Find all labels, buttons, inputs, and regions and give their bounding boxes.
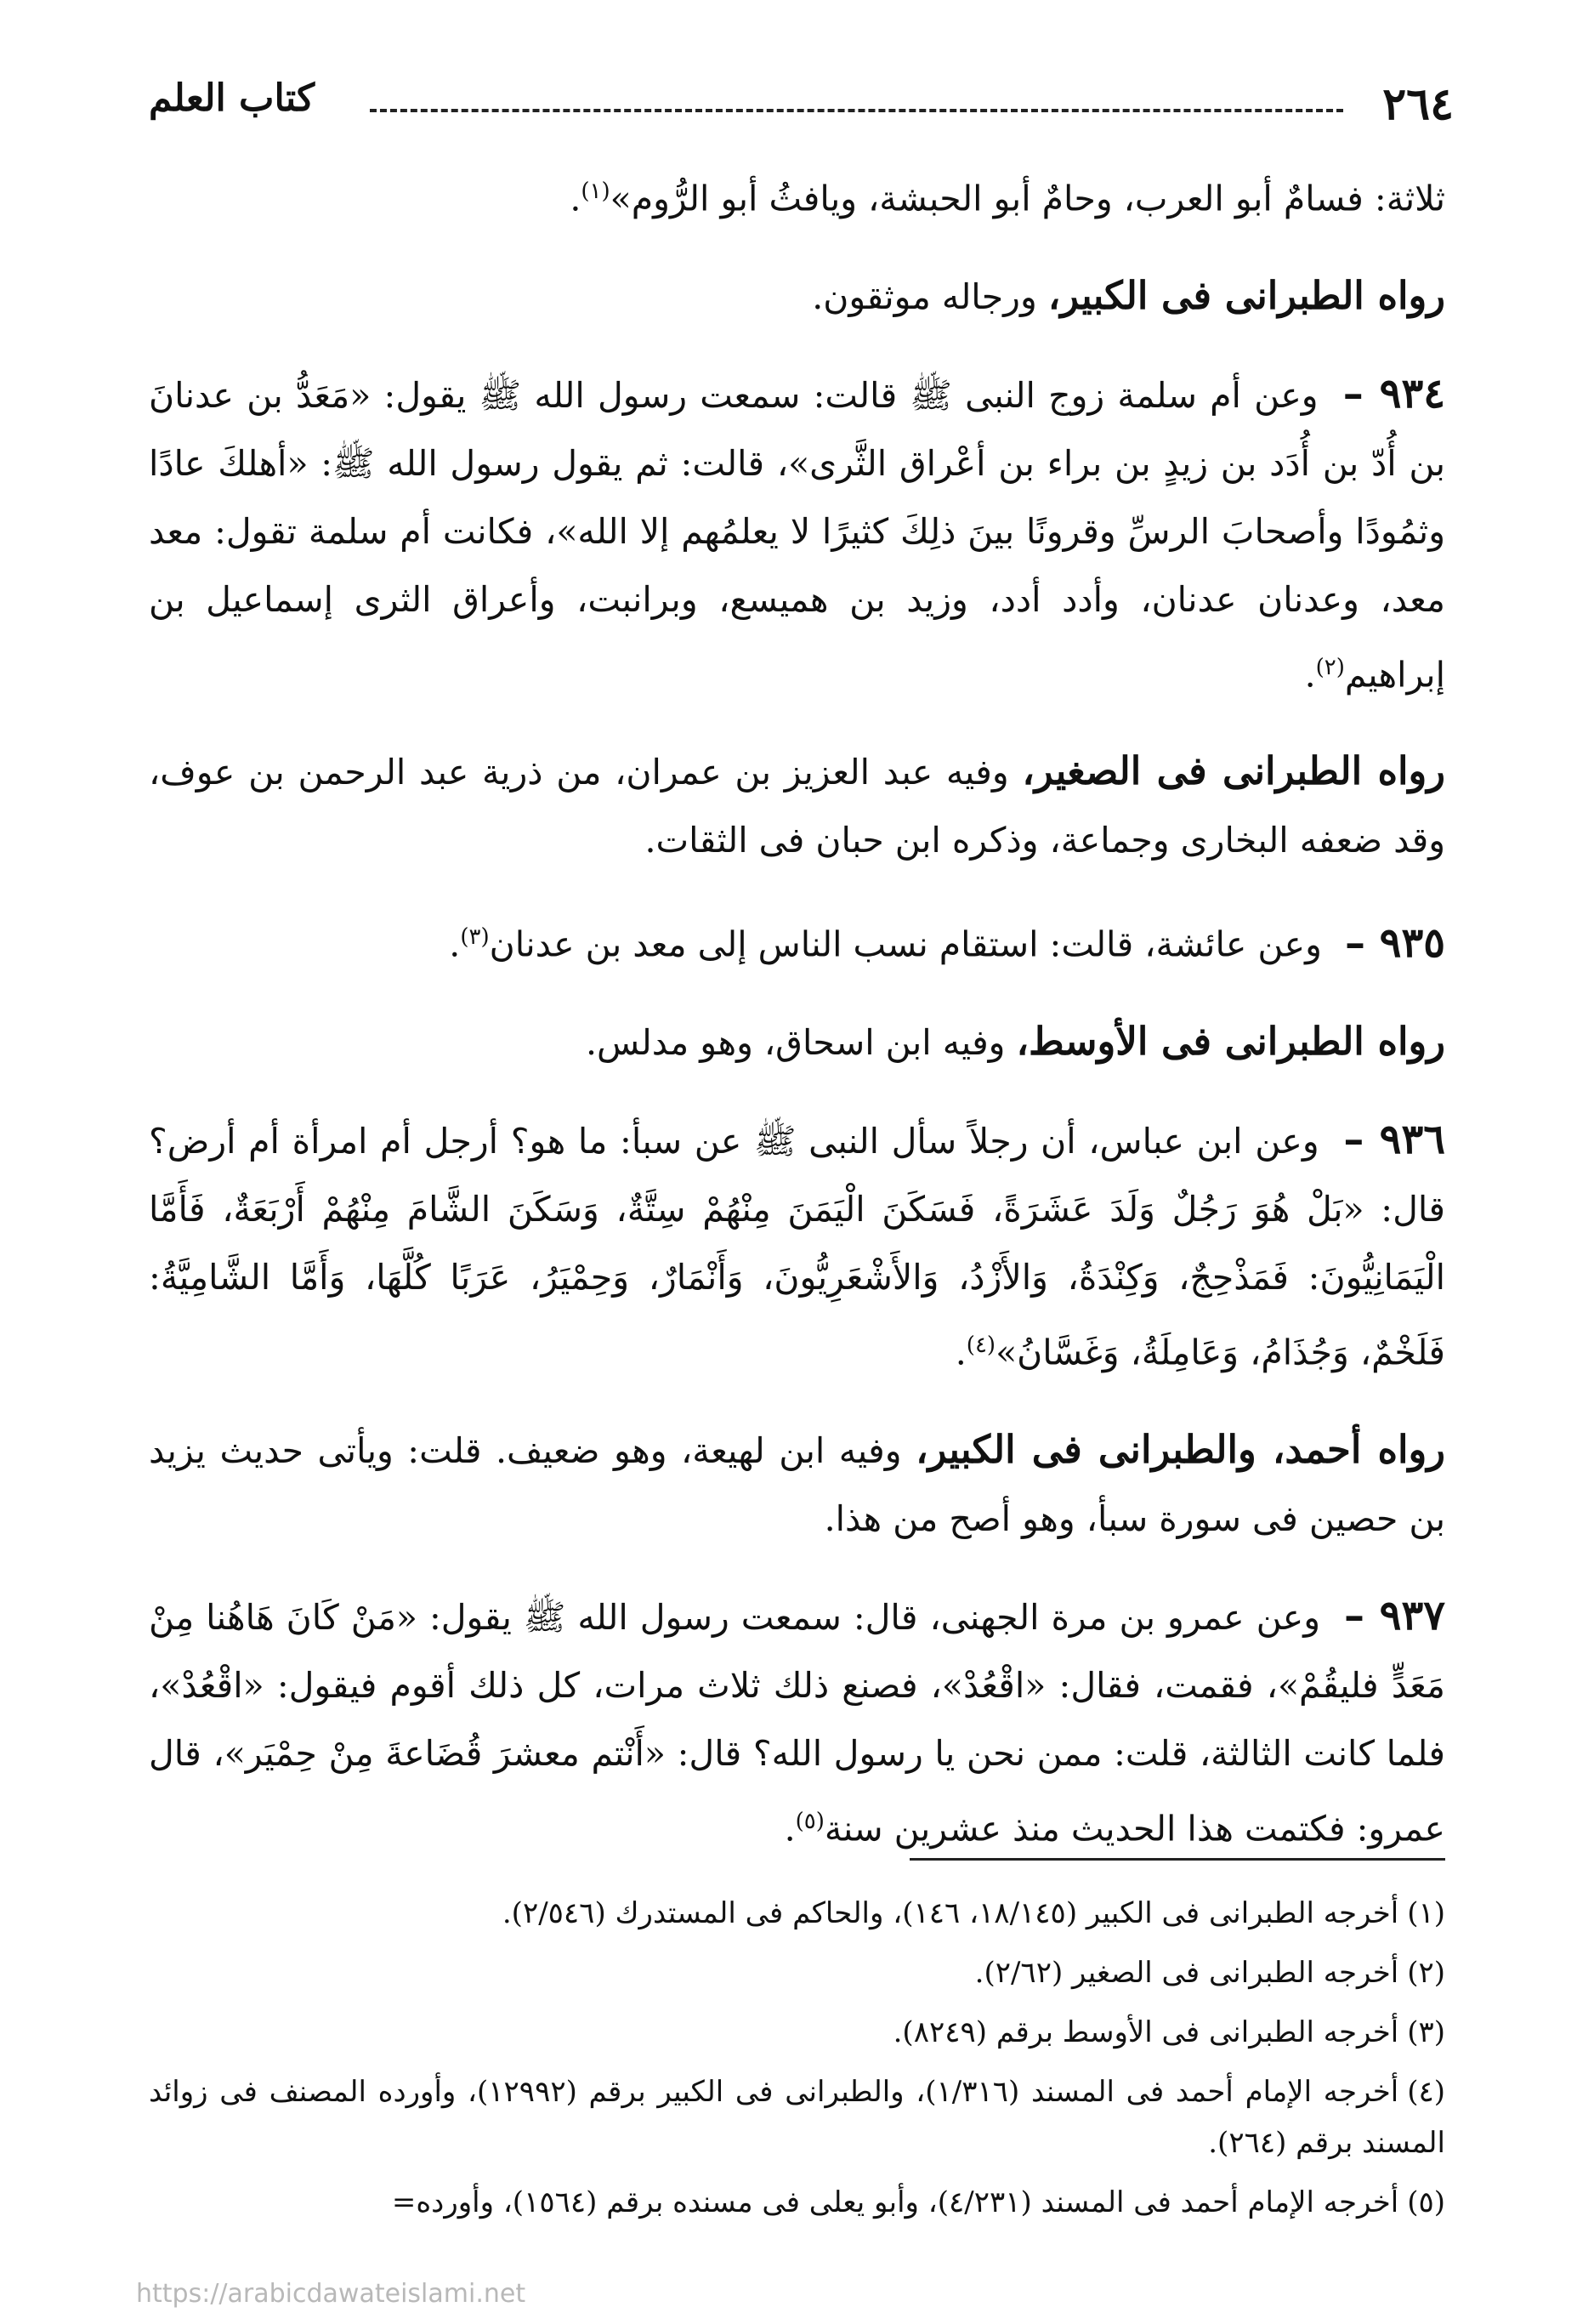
footnote: (٣)أخرجه الطبرانى فى الأوسط برقم (٨٢٤٩). bbox=[893, 2015, 1445, 2049]
footnote: (٤)أخرجه الإمام أحمد فى المسند (١/٣١٦)، والطبرانى فى الكبير برقم (١٢٩٩٢)، وأورده المصنف فى زوائد المسند برقم (٢٦٤). bbox=[149, 2075, 1445, 2160]
source-paragraph: رواه الطبرانى فى الصغير، وفيه عبد العزيز بن عمران، من ذرية عبد الرحمن بن عوف، وقد ضعفه البخارى وجماعة، وذكره ابن حبان فى الثقات. bbox=[149, 748, 1445, 861]
book-title: كتاب العلم bbox=[149, 77, 315, 120]
hadith-paragraph: ٩٣٥ – وعن عائشة، قالت: استقام نسب الناس إلى معد بن عدنان$^{(٣)}$. bbox=[449, 918, 1445, 967]
footnote-divider bbox=[910, 1858, 1445, 1861]
footnote-ref: (٥) bbox=[795, 1808, 825, 1834]
footnote-number: (١) bbox=[1407, 1896, 1445, 1930]
footnote-ref: (٢) bbox=[1315, 654, 1345, 680]
source-paragraph: رواه الطبرانى فى الكبير، ورجاله موثقون. bbox=[812, 272, 1445, 318]
source-name: رواه الطبرانى فى الصغير، bbox=[1022, 748, 1445, 794]
hadith-number: ٩٣٤ – bbox=[1342, 369, 1445, 418]
source-paragraph: رواه أحمد، والطبرانى فى الكبير، وفيه ابن لهيعة، وهو ضعيف. قلت: ويأتى حديث يزيد بن حصين فى سورة سبأ، وهو أصح من هذا. bbox=[149, 1426, 1445, 1539]
footnote: (٢)أخرجه الطبرانى فى الصغير (٢/٦٢). bbox=[974, 1956, 1445, 1990]
footnote-number: (٥) bbox=[1407, 2185, 1445, 2219]
footnote-number: (٣) bbox=[1407, 2015, 1445, 2049]
source-paragraph: رواه الطبرانى فى الأوسط، وفيه ابن اسحاق، وهو مدلس. bbox=[585, 1018, 1445, 1064]
hadith-paragraph: ٩٣٤ – وعن أم سلمة زوج النبى ﷺ قالت: سمعت رسول الله ﷺ يقول: «مَعَدُّ بن عدنانَ بن أُدّ بن أُدَد بن زيدٍ بن براء بن أعْراق الثَّرى»، قالت: ثم يقول رسول الله ﷺ: «أهلكَ عادًا وثمُودًا وأصحابَ الرسِّ وقرونًا بينَ ذلِكَ كثيرًا لا يعلمُهم إلا الله»، فكانت أم سلمة تقول: معد معد، وعدنان عدنان، وأدد أدد، وزيد بن هميسع، وبرانبت، وأعراق الثرى إسماعيل بن إبراهيم$^{(٢)}$. bbox=[149, 369, 1445, 696]
main-text bbox=[149, 157, 1445, 1891]
hadith-paragraph: ٩٣٦ – وعن ابن عباس، أن رجلاً سأل النبى ﷺ عن سبأ: ما هو؟ أرجل أم امرأة أم أرض؟ قال: «بَلْ هُوَ رَجُلٌ وَلَدَ عَشَرَةً، فَسَكَنَ الْيَمَنَ مِنْهُمْ سِتَّةٌ، وَسَكَنَ الشَّامَ مِنْهُمْ أَرْبَعَةٌ، فَأَمَّا الْيَمَانِيُّونَ: فَمَذْحِجٌ، وَكِنْدَةُ، وَالأَزْدُ، وَالأَشْعَرِيُّونَ، وَأَنْمَارٌ، وَحِمْيَرُ، عَرَبًا كُلَّهَا، وَأَمَّا الشَّامِيَّةُ: فَلَخْمٌ، وَجُذَامُ، وَعَامِلَةُ، وَغَسَّانُ»$^{(٤)}$. bbox=[149, 1115, 1445, 1373]
footnotes bbox=[149, 1888, 1445, 2236]
footnote-number: (٢) bbox=[1407, 1956, 1445, 1990]
hadith-number: ٩٣٥ – bbox=[1344, 918, 1445, 967]
footnote: (١)أخرجه الطبرانى فى الكبير (١٨/١٤٥، ١٤٦)، والحاكم فى المستدرك (٢/٥٤٦). bbox=[502, 1896, 1445, 1930]
paragraph: ثلاثة: فسامٌ أبو العرب، وحامٌ أبو الحبشة، ويافثُ أبو الرُّوم»$^{(١)}$. bbox=[570, 178, 1445, 219]
footnote-ref: (٣) bbox=[460, 924, 490, 951]
source-name: رواه الطبرانى فى الأوسط، bbox=[1016, 1018, 1445, 1064]
source-name: رواه أحمد، والطبرانى فى الكبير، bbox=[916, 1426, 1445, 1472]
hadith-number: ٩٣٧ – bbox=[1344, 1591, 1445, 1639]
hadith-paragraph: ٩٣٧ – وعن عمرو بن مرة الجهنى، قال: سمعت رسول الله ﷺ يقول: «مَنْ كَانَ هَاهُنا مِنْ مَعَدٍّ فليقُمْ»، فقمت، فقال: «اقْعُدْ»، فصنع ذلك ثلاث مرات، كل ذلك أقوم فيقول: «اقْعُدْ»، فلما كانت الثالثة، قلت: ممن نحن يا رسول الله؟ قال: «أَنْتم معشرَ قُضَاعةَ مِنْ حِمْيَر»، قال عمرو: فكتمت هذا الحديث منذ عشرين سنة$^{(٥)}$. bbox=[149, 1591, 1445, 1850]
footnote-ref: (٤) bbox=[966, 1332, 996, 1358]
hadith-number: ٩٣٦ – bbox=[1343, 1115, 1445, 1163]
footnote-number: (٤) bbox=[1407, 2075, 1445, 2109]
page-number: ٢٦٤ bbox=[1382, 78, 1454, 130]
footnote: (٥)أخرجه الإمام أحمد فى المسند (٤/٢٣١)، وأبو يعلى فى مسنده برقم (١٥٦٤)، وأورده= bbox=[391, 2185, 1445, 2219]
header-rule bbox=[370, 109, 1343, 112]
source-name: رواه الطبرانى فى الكبير، bbox=[1047, 272, 1445, 318]
page-header bbox=[149, 70, 1454, 146]
footnote-ref: (١) bbox=[581, 179, 610, 204]
watermark: https://arabicdawateislami.net bbox=[136, 2279, 526, 2309]
